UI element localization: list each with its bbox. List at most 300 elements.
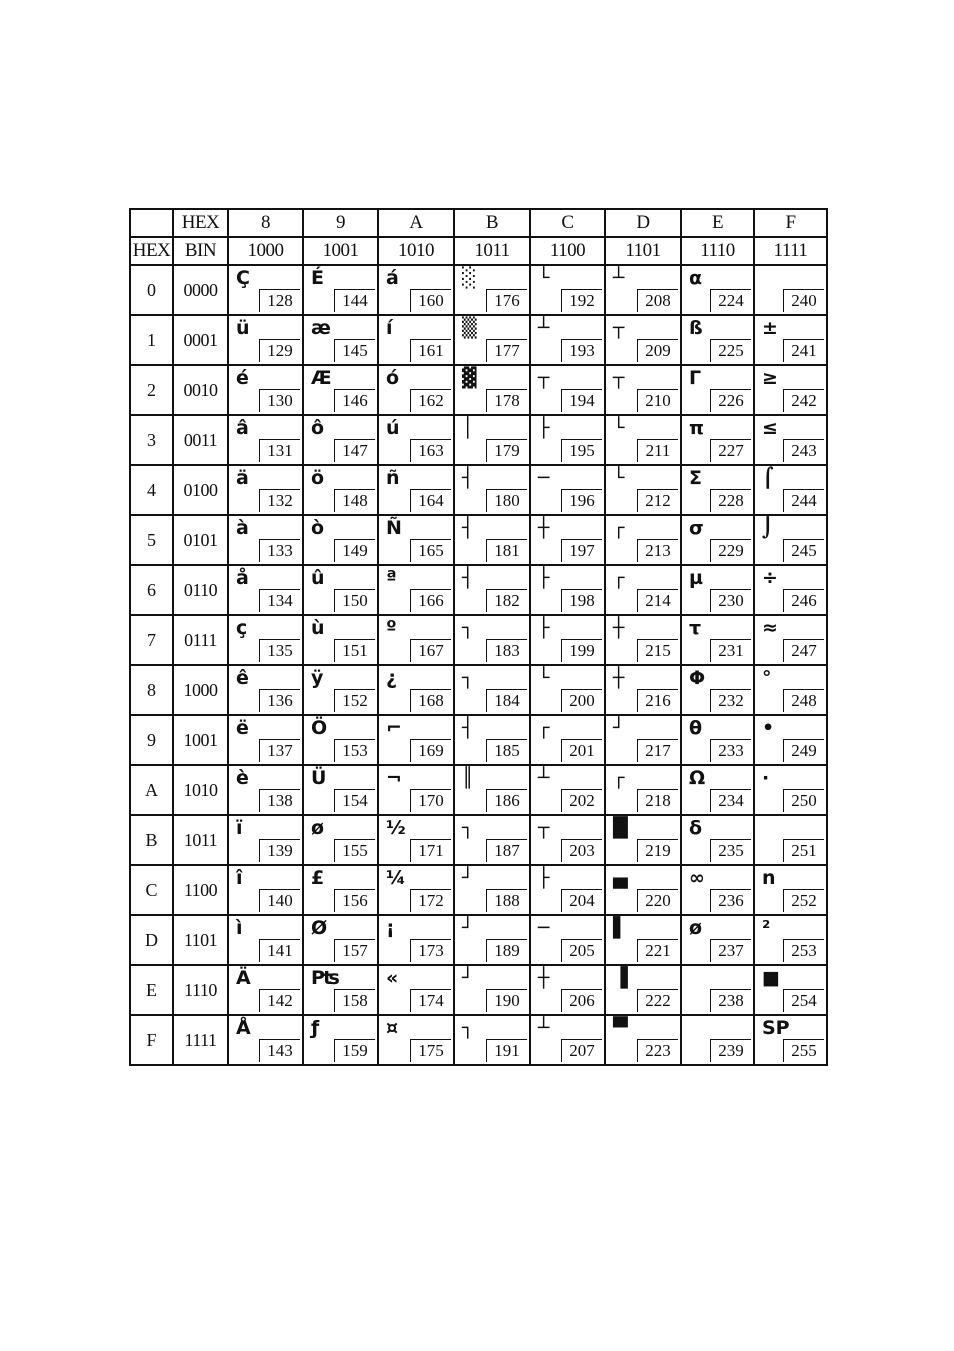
decimal-code-box: 245 [783, 539, 824, 562]
char-cell [378, 915, 454, 965]
decimal-code-box: 144 [334, 289, 375, 312]
table-row [130, 815, 827, 865]
char-glyph: ⌡ [762, 517, 774, 539]
char-glyph: ¿ [386, 667, 398, 689]
column-bin-header: 1011 [454, 237, 530, 265]
char-cell [754, 765, 827, 815]
decimal-code-box: 188 [486, 889, 527, 912]
char-cell [228, 1015, 303, 1065]
char-cell [228, 465, 303, 515]
decimal-code-box: 217 [637, 739, 678, 762]
row-bin-value: 1010 [173, 765, 228, 815]
char-glyph: ┐ [462, 817, 474, 839]
column-hex-header: E [681, 209, 754, 237]
decimal-code-box: 157 [334, 939, 375, 962]
char-glyph: ƒ [311, 1017, 320, 1039]
char-cell [228, 765, 303, 815]
decimal-code-box: 198 [561, 589, 602, 612]
column-bin-header: 1010 [378, 237, 454, 265]
char-glyph: └ [613, 417, 625, 439]
row-hex-value: 6 [130, 565, 173, 615]
decimal-code-box: 255 [783, 1039, 824, 1062]
char-cell [228, 965, 303, 1015]
char-glyph: ö [311, 467, 325, 489]
decimal-code-box: 186 [486, 789, 527, 812]
char-glyph: ■ [762, 967, 780, 989]
char-glyph: ├ [538, 417, 550, 439]
row-bin-value: 0110 [173, 565, 228, 615]
char-glyph: ù [311, 617, 325, 639]
char-cell [605, 965, 681, 1015]
char-cell [378, 315, 454, 365]
char-glyph: å [236, 567, 249, 589]
char-glyph: τ [689, 617, 702, 639]
decimal-code-box: 233 [710, 739, 751, 762]
decimal-code-box: 236 [710, 889, 751, 912]
decimal-code-box: 164 [410, 489, 451, 512]
decimal-code-box: 187 [486, 839, 527, 862]
row-bin-value: 1000 [173, 665, 228, 715]
decimal-code-box: 145 [334, 339, 375, 362]
char-cell [378, 415, 454, 465]
char-glyph: ▐ [613, 967, 628, 989]
table-body [130, 265, 827, 1065]
char-glyph: ¬ [386, 767, 402, 789]
char-cell [754, 315, 827, 365]
char-glyph: ì [236, 917, 243, 939]
decimal-code-box: 165 [410, 539, 451, 562]
char-cell [454, 615, 530, 665]
row-bin-value: 0111 [173, 615, 228, 665]
table-row [130, 1015, 827, 1065]
row-hex-value: B [130, 815, 173, 865]
decimal-code-box: 226 [710, 389, 751, 412]
char-cell [378, 715, 454, 765]
char-cell [681, 715, 754, 765]
decimal-code-box: 200 [561, 689, 602, 712]
char-cell [303, 865, 378, 915]
decimal-code-box: 194 [561, 389, 602, 412]
char-glyph: ┐ [462, 1017, 474, 1039]
decimal-code-box: 252 [783, 889, 824, 912]
char-cell [681, 665, 754, 715]
decimal-code-box: 176 [486, 289, 527, 312]
char-cell [754, 965, 827, 1015]
row-hex-value: E [130, 965, 173, 1015]
decimal-code-box: 146 [334, 389, 375, 412]
char-glyph: ─ [538, 467, 550, 489]
char-glyph: • [762, 717, 775, 739]
decimal-code-box: 228 [710, 489, 751, 512]
char-cell [530, 865, 605, 915]
decimal-code-box: 215 [637, 639, 678, 662]
decimal-code-box: 180 [486, 489, 527, 512]
decimal-code-box: 234 [710, 789, 751, 812]
row-bin-value: 1011 [173, 815, 228, 865]
char-glyph: Ø [311, 917, 328, 939]
char-cell [530, 815, 605, 865]
row-hex-value: 7 [130, 615, 173, 665]
char-glyph: ≈ [762, 617, 778, 639]
char-glyph: ¡ [386, 917, 395, 939]
char-cell [681, 865, 754, 915]
char-glyph: · [762, 767, 770, 789]
decimal-code-box: 149 [334, 539, 375, 562]
decimal-code-box: 193 [561, 339, 602, 362]
bin-label: BIN [173, 237, 228, 265]
decimal-code-box: 237 [710, 939, 751, 962]
char-glyph: Ñ [386, 517, 402, 539]
char-cell [754, 715, 827, 765]
decimal-code-box: 223 [637, 1039, 678, 1062]
char-glyph: ┌ [613, 767, 625, 789]
char-cell [681, 365, 754, 415]
row-hex-value: 3 [130, 415, 173, 465]
char-glyph: à [236, 517, 249, 539]
column-hex-header: 8 [228, 209, 303, 237]
char-cell [228, 365, 303, 415]
char-cell [530, 1015, 605, 1065]
row-hex-value: 5 [130, 515, 173, 565]
char-cell [681, 815, 754, 865]
decimal-code-box: 210 [637, 389, 678, 412]
char-cell [754, 615, 827, 665]
row-bin-value: 1111 [173, 1015, 228, 1065]
row-bin-value: 1101 [173, 915, 228, 965]
column-hex-header: B [454, 209, 530, 237]
row-bin-value: 1110 [173, 965, 228, 1015]
decimal-code-box: 142 [259, 989, 300, 1012]
row-hex-value: C [130, 865, 173, 915]
decimal-code-box: 206 [561, 989, 602, 1012]
char-cell [303, 1015, 378, 1065]
char-cell [378, 265, 454, 315]
char-cell [228, 865, 303, 915]
corner-cell [130, 209, 173, 237]
decimal-code-box: 143 [259, 1039, 300, 1062]
char-cell [754, 915, 827, 965]
char-glyph: ÿ [311, 667, 324, 689]
decimal-code-box: 168 [410, 689, 451, 712]
char-glyph: ⌐ [386, 717, 402, 739]
char-glyph: ½ [386, 817, 406, 839]
char-cell [228, 915, 303, 965]
decimal-code-box: 179 [486, 439, 527, 462]
char-glyph: è [236, 767, 249, 789]
char-cell [530, 365, 605, 415]
char-cell [605, 465, 681, 515]
row-hex-value: D [130, 915, 173, 965]
char-cell [605, 915, 681, 965]
decimal-code-box: 170 [410, 789, 451, 812]
char-cell [530, 915, 605, 965]
char-cell [605, 715, 681, 765]
decimal-code-box: 220 [637, 889, 678, 912]
decimal-code-box: 191 [486, 1039, 527, 1062]
table-row [130, 965, 827, 1015]
char-glyph: ⌠ [762, 467, 774, 489]
decimal-code-box: 254 [783, 989, 824, 1012]
char-glyph: σ [689, 517, 704, 539]
char-glyph: ≥ [762, 367, 778, 389]
char-cell [303, 715, 378, 765]
decimal-code-box: 154 [334, 789, 375, 812]
decimal-code-box: 247 [783, 639, 824, 662]
row-hex-value: 2 [130, 365, 173, 415]
char-cell [228, 415, 303, 465]
char-cell [454, 815, 530, 865]
char-glyph: α [689, 267, 703, 289]
decimal-code-box: 189 [486, 939, 527, 962]
decimal-code-box: 158 [334, 989, 375, 1012]
char-cell [530, 665, 605, 715]
char-glyph: Å [236, 1017, 251, 1039]
decimal-code-box: 178 [486, 389, 527, 412]
char-cell [681, 565, 754, 615]
row-bin-value: 0101 [173, 515, 228, 565]
char-glyph: £ [311, 867, 325, 889]
char-glyph: ≤ [762, 417, 778, 439]
char-cell [754, 865, 827, 915]
char-glyph: ┤ [462, 517, 474, 539]
table-row [130, 715, 827, 765]
decimal-code-box: 229 [710, 539, 751, 562]
char-cell [303, 815, 378, 865]
decimal-code-box: 185 [486, 739, 527, 762]
decimal-code-box: 207 [561, 1039, 602, 1062]
char-cell [303, 415, 378, 465]
char-glyph: θ [689, 717, 703, 739]
char-cell [303, 615, 378, 665]
decimal-code-box: 133 [259, 539, 300, 562]
table-row [130, 765, 827, 815]
column-bin-header: 1111 [754, 237, 827, 265]
char-glyph: ║ [462, 767, 474, 789]
decimal-code-box: 136 [259, 689, 300, 712]
column-bin-header: 1100 [530, 237, 605, 265]
char-glyph: π [689, 417, 705, 439]
decimal-code-box: 183 [486, 639, 527, 662]
table-row [130, 615, 827, 665]
char-glyph: ┌ [613, 567, 625, 589]
char-cell [454, 415, 530, 465]
decimal-code-box: 177 [486, 339, 527, 362]
decimal-code-box: 171 [410, 839, 451, 862]
char-glyph: └ [538, 667, 550, 689]
decimal-code-box: 153 [334, 739, 375, 762]
decimal-code-box: 181 [486, 539, 527, 562]
char-glyph: ó [386, 367, 400, 389]
char-glyph: ± [762, 317, 778, 339]
char-glyph: ▀ [613, 1017, 628, 1039]
decimal-code-box: 128 [259, 289, 300, 312]
char-cell [605, 265, 681, 315]
char-cell [228, 515, 303, 565]
row-hex-value: F [130, 1015, 173, 1065]
char-cell [303, 665, 378, 715]
char-glyph: ┬ [538, 367, 550, 389]
char-cell [378, 565, 454, 615]
char-glyph: ┘ [462, 867, 474, 889]
char-glyph: µ [689, 567, 703, 589]
table-row [130, 515, 827, 565]
char-glyph: ┘ [462, 917, 474, 939]
char-glyph: │ [462, 417, 474, 439]
char-glyph: Φ [689, 667, 706, 689]
char-glyph: ç [236, 617, 248, 639]
char-cell [681, 615, 754, 665]
char-glyph: ë [236, 717, 249, 739]
char-cell [605, 365, 681, 415]
char-glyph: ┘ [462, 967, 474, 989]
char-glyph: ñ [386, 467, 400, 489]
char-glyph: ├ [538, 567, 550, 589]
char-glyph: É [311, 267, 324, 289]
char-glyph: ï [236, 817, 243, 839]
char-glyph: █ [613, 817, 628, 839]
char-cell [454, 265, 530, 315]
row-hex-label: HEX [130, 237, 173, 265]
char-cell [530, 765, 605, 815]
table-row [130, 265, 827, 315]
decimal-code-box: 222 [637, 989, 678, 1012]
char-cell [754, 515, 827, 565]
decimal-code-box: 238 [710, 989, 751, 1012]
decimal-code-box: 195 [561, 439, 602, 462]
char-glyph: Ω [689, 767, 706, 789]
decimal-code-box: 204 [561, 889, 602, 912]
char-cell [681, 915, 754, 965]
row-bin-value: 1001 [173, 715, 228, 765]
decimal-code-box: 163 [410, 439, 451, 462]
char-cell [378, 665, 454, 715]
char-cell [754, 665, 827, 715]
char-cell [228, 315, 303, 365]
char-cell [303, 915, 378, 965]
row-bin-value: 0001 [173, 315, 228, 365]
char-glyph: ² [762, 917, 771, 939]
char-glyph: Ö [311, 717, 328, 739]
decimal-code-box: 137 [259, 739, 300, 762]
char-cell [378, 1015, 454, 1065]
char-cell [303, 765, 378, 815]
char-glyph: ┬ [613, 367, 625, 389]
decimal-code-box: 230 [710, 589, 751, 612]
char-glyph: ┬ [538, 817, 550, 839]
decimal-code-box: 150 [334, 589, 375, 612]
char-glyph: ┤ [462, 717, 474, 739]
table-row [130, 565, 827, 615]
decimal-code-box: 167 [410, 639, 451, 662]
char-cell [605, 865, 681, 915]
row-bin-value: 0100 [173, 465, 228, 515]
decimal-code-box: 225 [710, 339, 751, 362]
char-cell [530, 515, 605, 565]
char-glyph: ▒ [462, 317, 477, 339]
table-row [130, 365, 827, 415]
decimal-code-box: 209 [637, 339, 678, 362]
decimal-code-box: 173 [410, 939, 451, 962]
char-cell [605, 515, 681, 565]
table-row [130, 665, 827, 715]
char-glyph: ┤ [462, 567, 474, 589]
char-cell [378, 865, 454, 915]
char-glyph: ô [311, 417, 325, 439]
char-glyph: ░ [462, 267, 477, 289]
char-cell [228, 715, 303, 765]
char-glyph: ₧ [311, 967, 340, 989]
char-glyph: í [386, 317, 393, 339]
char-cell [605, 665, 681, 715]
decimal-code-box: 156 [334, 889, 375, 912]
decimal-code-box: 135 [259, 639, 300, 662]
decimal-code-box: 232 [710, 689, 751, 712]
decimal-code-box: 202 [561, 789, 602, 812]
table-row [130, 915, 827, 965]
decimal-code-box: 147 [334, 439, 375, 462]
char-cell [754, 815, 827, 865]
char-glyph: ò [311, 517, 325, 539]
char-cell [228, 265, 303, 315]
char-glyph: ú [386, 417, 400, 439]
char-glyph: └ [613, 467, 625, 489]
decimal-code-box: 216 [637, 689, 678, 712]
char-cell [605, 415, 681, 465]
decimal-code-box: 132 [259, 489, 300, 512]
char-glyph: ü [236, 317, 250, 339]
char-glyph: ê [236, 667, 249, 689]
char-glyph: á [386, 267, 399, 289]
char-glyph: « [386, 967, 399, 989]
char-cell [681, 265, 754, 315]
char-cell [681, 765, 754, 815]
char-cell [530, 565, 605, 615]
char-cell [681, 515, 754, 565]
char-cell [530, 465, 605, 515]
char-glyph: Ä [236, 967, 251, 989]
decimal-code-box: 248 [783, 689, 824, 712]
char-cell [754, 565, 827, 615]
decimal-code-box: 251 [783, 839, 824, 862]
decimal-code-box: 211 [637, 439, 678, 462]
char-glyph: Ü [311, 767, 327, 789]
decimal-code-box: 246 [783, 589, 824, 612]
row-bin-value: 1100 [173, 865, 228, 915]
decimal-code-box: 190 [486, 989, 527, 1012]
decimal-code-box: 250 [783, 789, 824, 812]
char-glyph: î [236, 867, 243, 889]
char-cell [530, 315, 605, 365]
char-glyph: ├ [538, 617, 550, 639]
decimal-code-box: 159 [334, 1039, 375, 1062]
char-glyph: ø [689, 917, 703, 939]
char-glyph: é [236, 367, 249, 389]
char-cell [378, 615, 454, 665]
row-hex-value: 8 [130, 665, 173, 715]
row-bin-value: 0011 [173, 415, 228, 465]
char-cell [605, 1015, 681, 1065]
char-cell [303, 565, 378, 615]
char-cell [303, 965, 378, 1015]
char-glyph: ä [236, 467, 249, 489]
char-cell [530, 965, 605, 1015]
char-glyph: ¼ [386, 867, 406, 889]
decimal-code-box: 208 [637, 289, 678, 312]
char-glyph: æ [311, 317, 331, 339]
column-bin-header: 1110 [681, 237, 754, 265]
char-glyph: ∞ [689, 867, 705, 889]
header-row-hex [130, 209, 827, 237]
